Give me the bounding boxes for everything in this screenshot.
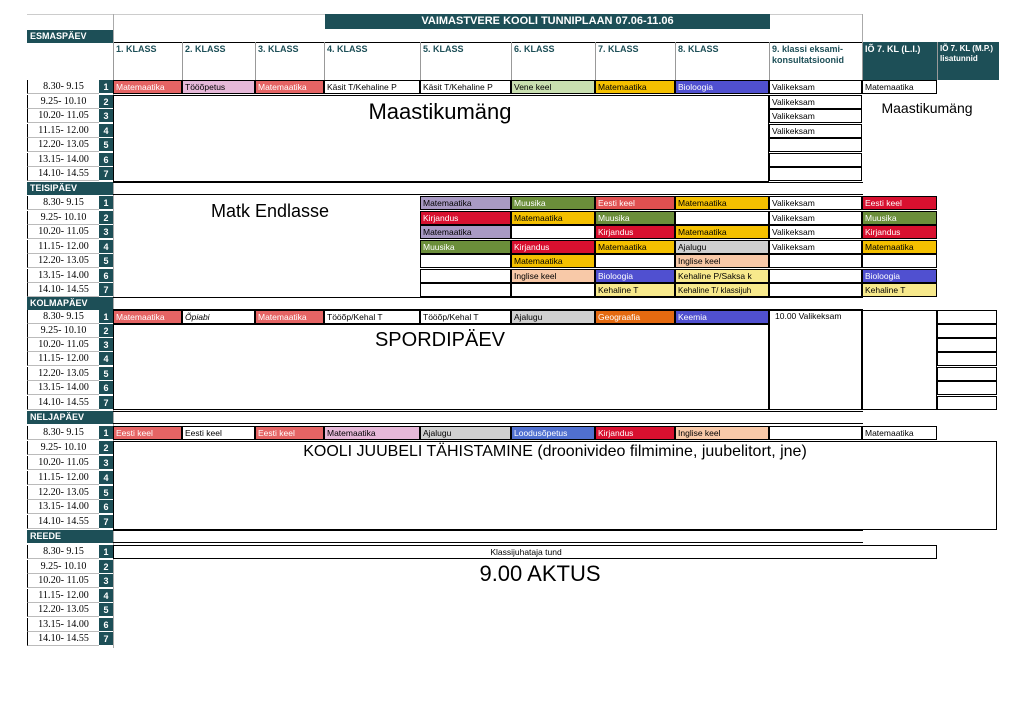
lesson-cell: Matemaatika: [255, 310, 324, 324]
time-slot: 12.20- 13.05: [27, 367, 99, 381]
lesson-cell: Matemaatika: [324, 426, 420, 440]
lesson-cell: Muusika: [595, 211, 675, 225]
lesson-cell: Matemaatika: [595, 240, 675, 254]
event-title: KOOLI JUUBELI TÄHISTAMINE (droonivideo filmimine, juubelitort, jne): [303, 443, 807, 460]
lesson-cell: Käsit T/Kehaline P: [420, 80, 511, 94]
lesson-number: 1: [99, 310, 113, 324]
lesson-cell: [675, 211, 769, 225]
lesson-cell: Valikeksam: [769, 80, 862, 94]
time-slot: 13.15- 14.00: [27, 381, 99, 395]
lesson-number: 3: [99, 338, 113, 352]
time-slot: 8.30- 9.15: [27, 80, 99, 94]
lesson-cell: Ajalugu: [675, 240, 769, 254]
lesson-cell: Eesti keel: [182, 426, 255, 440]
lesson-cell: Kehaline T: [595, 283, 675, 297]
lesson-cell: Valikeksam: [769, 196, 862, 210]
lesson-number: 4: [99, 240, 113, 254]
lesson-cell: [420, 269, 511, 283]
lesson-cell: [769, 138, 862, 152]
lesson-number: 7: [99, 515, 113, 529]
event-title: SPORDIPÄEV: [374, 329, 506, 351]
lesson-number: 6: [99, 269, 113, 283]
lesson-cell: Eesti keel: [113, 426, 182, 440]
lesson-number: 1: [99, 196, 113, 210]
lesson-cell: [937, 338, 997, 352]
lesson-number: 7: [99, 632, 113, 646]
lesson-cell: Matemaatika: [113, 310, 182, 324]
day-label-monday: ESMASPÄEV: [27, 30, 113, 43]
lesson-number: 3: [99, 109, 113, 123]
lesson-cell: Valikeksam: [769, 109, 862, 123]
time-slot: 10.20- 11.05: [27, 574, 99, 588]
lesson-cell: Valikeksam: [769, 240, 862, 254]
day-bar: [113, 182, 863, 195]
time-slot: 12.20- 13.05: [27, 254, 99, 268]
lesson-cell: Bioloogia: [595, 269, 675, 283]
lesson-cell: Inglise keel: [675, 254, 769, 268]
time-slot: 8.30- 9.15: [27, 310, 99, 324]
lesson-cell: Muusika: [420, 240, 511, 254]
lesson-number: 3: [99, 574, 113, 588]
lesson-cell: Tööõp/Kehal T: [324, 310, 420, 324]
lesson-number: 2: [99, 324, 113, 338]
lesson-number: 1: [99, 545, 113, 559]
time-slot: 8.30- 9.15: [27, 426, 99, 440]
lesson-cell: [420, 283, 511, 297]
time-slot: 12.20- 13.05: [27, 138, 99, 152]
day-label-thursday: NELJAPÄEV: [27, 411, 113, 424]
lesson-cell: Eesti keel: [255, 426, 324, 440]
column-header: IÕ 7. KL (M.P.) lisatunnid: [937, 42, 999, 80]
time-slot: 9.25- 10.10: [27, 95, 99, 109]
day-bar: [113, 411, 863, 424]
lesson-cell: Matemaatika: [675, 196, 769, 210]
lesson-cell: Kirjandus: [595, 225, 675, 239]
lesson-number: 1: [99, 426, 113, 440]
lesson-number: 3: [99, 456, 113, 470]
lesson-cell: Kirjandus: [420, 211, 511, 225]
lesson-cell: Matemaatika: [862, 80, 937, 94]
lesson-cell: [937, 352, 997, 366]
lesson-number: 7: [99, 167, 113, 181]
time-slot: 12.20- 13.05: [27, 486, 99, 500]
lesson-number: 2: [99, 560, 113, 574]
column-header: 8. KLASS: [675, 42, 769, 80]
lesson-number: 6: [99, 153, 113, 167]
lesson-cell: Kehaline P/Saksa k: [675, 269, 769, 283]
lesson-number: 7: [99, 396, 113, 410]
lesson-cell: [511, 283, 595, 297]
event-title: Maastikumäng: [368, 99, 512, 124]
lesson-number: 7: [99, 283, 113, 297]
lesson-number: 3: [99, 225, 113, 239]
time-slot: 9.25- 10.10: [27, 324, 99, 338]
lesson-cell: Muusika: [862, 211, 937, 225]
lesson-cell: [937, 396, 997, 410]
lesson-cell: [595, 254, 675, 268]
time-slot: 10.20- 11.05: [27, 456, 99, 470]
lesson-cell: Eesti keel: [595, 196, 675, 210]
lesson-number: 2: [99, 211, 113, 225]
lesson-cell: Matemaatika: [113, 80, 182, 94]
lesson-cell: Muusika: [511, 196, 595, 210]
column-header: 9. klassi eksami-konsultatsioonid: [769, 42, 862, 80]
lesson-number: 5: [99, 367, 113, 381]
lesson-cell: Bioloogia: [675, 80, 769, 94]
time-slot: 13.15- 14.00: [27, 269, 99, 283]
lesson-cell: Matemaatika: [675, 225, 769, 239]
column-header: 7. KLASS: [595, 42, 675, 80]
column-header: 2. KLASS: [182, 42, 255, 80]
lesson-number: 6: [99, 618, 113, 632]
lesson-cell: Tööõpetus: [182, 80, 255, 94]
lesson-cell: [937, 324, 997, 338]
day-bar: [113, 530, 863, 543]
day-label-wednesday: KOLMAPÄEV: [27, 297, 113, 310]
time-slot: 14.10- 14.55: [27, 632, 99, 646]
lesson-cell: Matemaatika: [255, 80, 324, 94]
lesson-number: 4: [99, 352, 113, 366]
lesson-cell: Matemaatika: [862, 240, 937, 254]
lesson-number: 5: [99, 486, 113, 500]
lesson-cell: Kirjandus: [862, 225, 937, 239]
lesson-cell: Valikeksam: [769, 124, 862, 138]
grid-line: [862, 14, 863, 44]
time-slot: 9.25- 10.10: [27, 560, 99, 574]
time-slot: 14.10- 14.55: [27, 515, 99, 529]
lesson-cell: [937, 381, 997, 395]
lesson-cell: Ajalugu: [420, 426, 511, 440]
column-header: 1. KLASS: [113, 42, 182, 80]
event-title: Matk Endlasse: [210, 201, 330, 221]
time-slot: 8.30- 9.15: [27, 196, 99, 210]
empty-block: [862, 310, 937, 410]
column-header: 5. KLASS: [420, 42, 511, 80]
time-slot: 12.20- 13.05: [27, 603, 99, 617]
lesson-number: 5: [99, 603, 113, 617]
time-slot: 14.10- 14.55: [27, 396, 99, 410]
lesson-cell: Geograafia: [595, 310, 675, 324]
lesson-number: 5: [99, 254, 113, 268]
lesson-cell: Käsit T/Kehaline P: [324, 80, 420, 94]
lesson-cell: [769, 153, 862, 167]
time-slot: 11.15- 12.00: [27, 124, 99, 138]
time-slot: 10.20- 11.05: [27, 109, 99, 123]
lesson-cell: Ajalugu: [511, 310, 595, 324]
lesson-cell: [769, 167, 862, 181]
lesson-cell: Eesti keel: [862, 196, 937, 210]
lesson-cell: Matemaatika: [511, 211, 595, 225]
lesson-cell: [511, 225, 595, 239]
lesson-cell: Valikeksam: [769, 211, 862, 225]
time-slot: 11.15- 12.00: [27, 240, 99, 254]
event-title: Maastikumäng: [881, 100, 973, 116]
event-title: 9.00 AKTUS: [479, 561, 601, 586]
lesson-cell: Inglise keel: [511, 269, 595, 283]
lesson-cell: [937, 310, 997, 324]
lesson-cell: [769, 254, 862, 268]
day-bar: [113, 297, 863, 310]
lesson-cell: Kirjandus: [595, 426, 675, 440]
exam-text: 10.00 Valikeksam: [775, 311, 842, 321]
lesson-cell: [937, 367, 997, 381]
lesson-cell: [769, 269, 862, 283]
lesson-cell: Kehaline T/ klassijuh: [675, 283, 769, 297]
lesson-cell: Valikeksam: [769, 225, 862, 239]
lesson-number: 6: [99, 500, 113, 514]
time-slot: 11.15- 12.00: [27, 589, 99, 603]
lesson-cell: [862, 254, 937, 268]
lesson-number: 6: [99, 381, 113, 395]
time-slot: 10.20- 11.05: [27, 338, 99, 352]
time-slot: 13.15- 14.00: [27, 153, 99, 167]
lesson-cell: Klassijuhataja tund: [113, 545, 937, 559]
time-slot: 10.20- 11.05: [27, 225, 99, 239]
lesson-cell: Loodusõpetus: [511, 426, 595, 440]
lesson-cell: Matemaatika: [420, 225, 511, 239]
lesson-cell: Õpiabi: [182, 310, 255, 324]
lesson-cell: Bioloogia: [862, 269, 937, 283]
time-slot: 11.15- 12.00: [27, 352, 99, 366]
lesson-cell: Matemaatika: [862, 426, 937, 440]
lesson-cell: Kehaline T: [862, 283, 937, 297]
time-slot: 13.15- 14.00: [27, 500, 99, 514]
time-slot: 11.15- 12.00: [27, 471, 99, 485]
column-header: 4. KLASS: [324, 42, 420, 80]
time-slot: 9.25- 10.10: [27, 441, 99, 455]
time-slot: 9.25- 10.10: [27, 211, 99, 225]
lesson-cell: Keemia: [675, 310, 769, 324]
time-slot: 13.15- 14.00: [27, 618, 99, 632]
lesson-cell: Kirjandus: [511, 240, 595, 254]
lesson-cell: [420, 254, 511, 268]
lesson-cell: [769, 283, 862, 297]
lesson-cell: Matemaatika: [420, 196, 511, 210]
exam-block: [769, 310, 862, 410]
lesson-cell: Matemaatika: [595, 80, 675, 94]
column-header: 3. KLASS: [255, 42, 324, 80]
lesson-cell: Inglise keel: [675, 426, 769, 440]
time-slot: 8.30- 9.15: [27, 545, 99, 559]
lesson-number: 2: [99, 95, 113, 109]
lesson-number: 2: [99, 441, 113, 455]
lesson-cell: Matemaatika: [511, 254, 595, 268]
lesson-cell: Vene keel: [511, 80, 595, 94]
lesson-number: 5: [99, 138, 113, 152]
column-header: 6. KLASS: [511, 42, 595, 80]
day-label-friday: REEDE: [27, 530, 113, 543]
lesson-number: 1: [99, 80, 113, 94]
lesson-number: 4: [99, 471, 113, 485]
time-slot: 14.10- 14.55: [27, 283, 99, 297]
page-title: VAIMASTVERE KOOLI TUNNIPLAAN 07.06-11.06: [325, 14, 770, 29]
day-label-tuesday: TEISIPÄEV: [27, 182, 113, 195]
time-slot: 14.10- 14.55: [27, 167, 99, 181]
lesson-cell: Tööõp/Kehal T: [420, 310, 511, 324]
column-header: IÕ 7. KL (L.I.): [862, 42, 937, 80]
lesson-number: 4: [99, 124, 113, 138]
lesson-cell: Valikeksam: [769, 95, 862, 109]
lesson-number: 4: [99, 589, 113, 603]
lesson-cell: [769, 426, 862, 440]
